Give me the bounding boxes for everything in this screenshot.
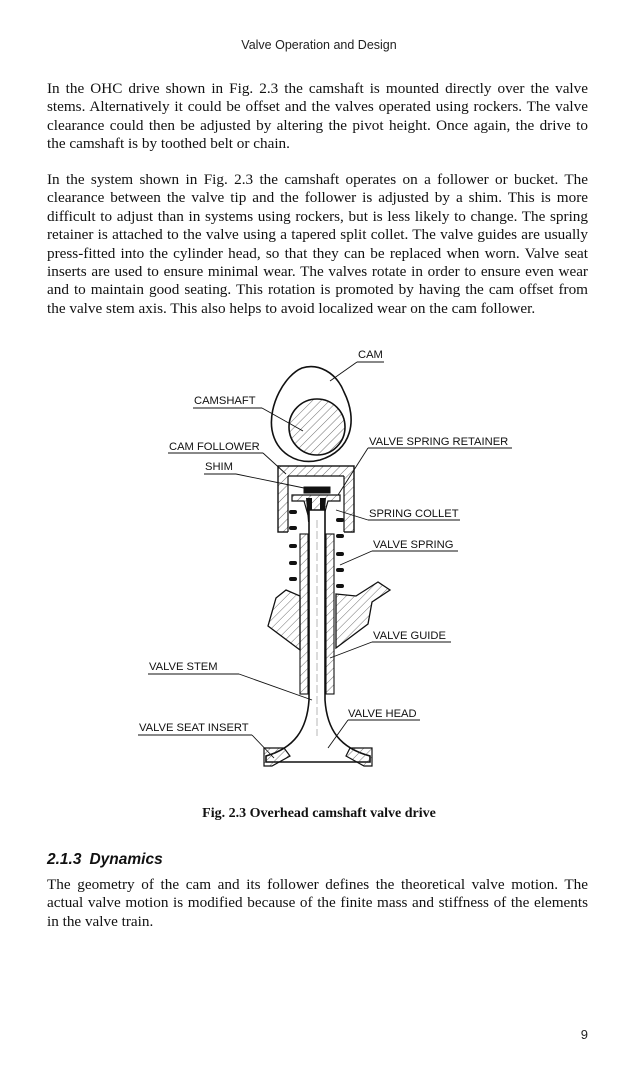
label-valve-spring-retainer: VALVE SPRING RETAINER bbox=[369, 436, 509, 448]
body-paragraph-1: In the OHC drive shown in Fig. 2.3 the camshaft is mounted directly over the valve stems. Alternatively it could be offset and the valves operated using rockers. The valve clearance could then be adjusted by altering the pivot height. Once again, the drive to the camshaft is by toothed belt or chain. bbox=[47, 80, 588, 153]
label-valve-spring: VALVE SPRING bbox=[373, 539, 454, 551]
figure-caption: Fig. 2.3 Overhead camshaft valve drive bbox=[202, 806, 436, 821]
camshaft-section bbox=[289, 399, 345, 455]
label-valve-guide: VALVE GUIDE bbox=[373, 630, 446, 642]
section-title: Dynamics bbox=[89, 851, 163, 868]
body-paragraph-3: The geometry of the cam and its follower defines the theoretical valve motion. The actual valve motion is modified because of the finite mass and stiffness of the elements in the valve train. bbox=[47, 876, 588, 930]
label-valve-head: VALVE HEAD bbox=[348, 708, 417, 720]
section-number: 2.1.3 bbox=[47, 851, 82, 868]
section-heading bbox=[47, 851, 163, 869]
label-valve-seat-insert: VALVE SEAT INSERT bbox=[139, 722, 249, 734]
page-number: 9 bbox=[580, 1027, 588, 1042]
running-head: Valve Operation and Design bbox=[241, 38, 397, 52]
label-cam: CAM bbox=[358, 349, 383, 361]
figure-ohc-valve-drive bbox=[0, 338, 638, 778]
shim bbox=[304, 487, 330, 493]
label-valve-stem: VALVE STEM bbox=[149, 661, 218, 673]
label-camshaft: CAMSHAFT bbox=[194, 395, 256, 407]
label-spring-collet: SPRING COLLET bbox=[369, 508, 459, 520]
label-shim: SHIM bbox=[205, 461, 233, 473]
body-paragraph-2: In the system shown in Fig. 2.3 the camshaft operates on a follower or bucket. The clearance between the valve tip and the follower is adjusted by a shim. This is more difficult to adjust than in systems using rockers, but is less likely to change. The spring retainer is attached to the valve using a tapered split collet. The valve guides are usually press-fitted into the cylinder head, so that they can be replaced when worn. Valve seat inserts are used to ensure minimal wear. The valves rotate in order to ensure even wear and to maintain good seating. This rotation is promoted by having the cam offset from the valve stem axis. This also helps to avoid localized wear on the cam follower. bbox=[47, 171, 588, 317]
label-cam-follower: CAM FOLLOWER bbox=[169, 441, 260, 453]
valve-drive-diagram bbox=[0, 338, 638, 778]
